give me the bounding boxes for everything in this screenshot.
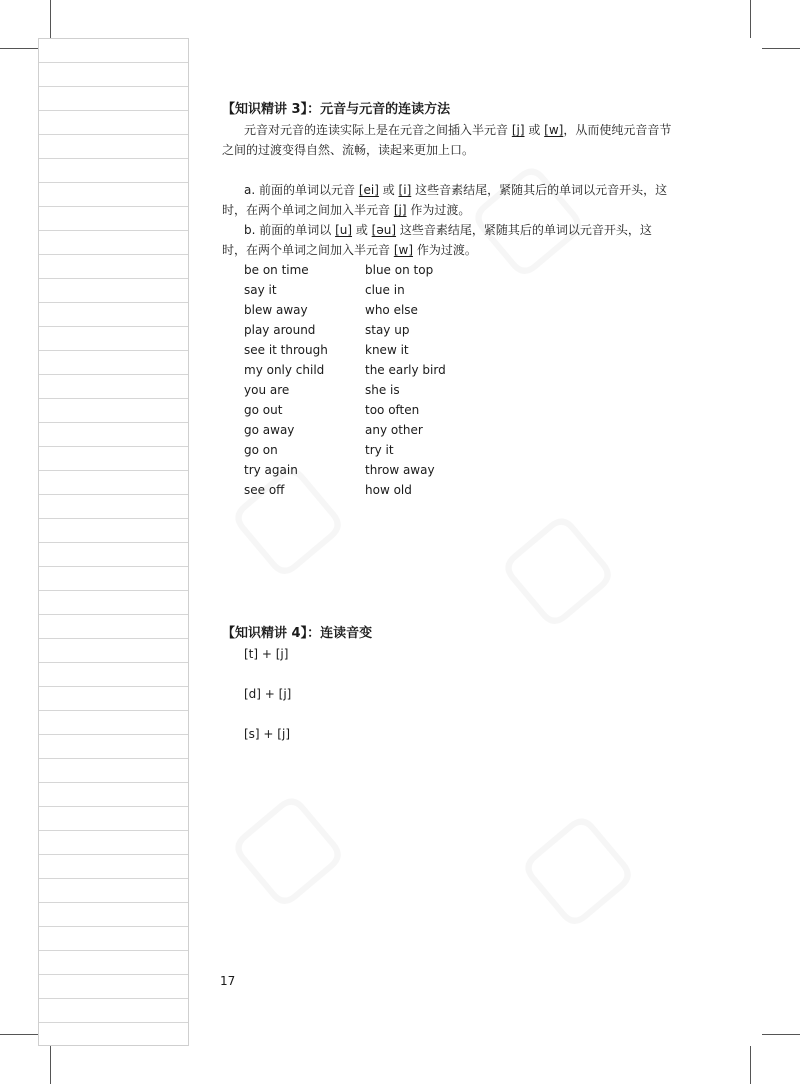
formula: [d] + [j]: [244, 687, 292, 701]
section-title: 【知识精讲 4】：连读音变: [222, 626, 373, 641]
page-number: 17: [220, 974, 236, 988]
crop-mark: [50, 1046, 51, 1084]
crop-mark: [750, 1046, 751, 1084]
rule-a-paragraph: a. 前面的单词以元音 [ei] 或 [i] 这些音素结尾，紧随其后的单词以元音开头，这时，在两个单词之间加入半元音 [j] 作为过渡。: [222, 183, 668, 217]
list-item: my only child the early bird: [244, 363, 446, 377]
crop-mark: [762, 1034, 800, 1035]
example-pairs: [244, 260, 672, 500]
list-item: go out too often: [244, 403, 420, 417]
list-item: you are she is: [244, 383, 400, 397]
list-item: blew away who else: [244, 303, 418, 317]
crop-mark: [762, 48, 800, 49]
watermark: [491, 782, 653, 947]
section-linking-sound-change: [222, 624, 672, 764]
formula: [t] + [j]: [244, 647, 289, 661]
list-item: see it through knew it: [244, 343, 409, 357]
crop-mark: [0, 48, 38, 49]
crop-mark: [50, 0, 51, 38]
watermark: [201, 762, 363, 927]
watermark: [471, 482, 633, 647]
list-item: say it clue in: [244, 283, 405, 297]
list-item: go away any other: [244, 423, 423, 437]
intro-paragraph: 元音对元音的连读实际上是在元音之间插入半元音 [j] 或 [w]，从而使纯元音音节之间的过渡变得自然、流畅，读起来更加上口。: [222, 123, 672, 157]
notes-column: [38, 38, 189, 1046]
rule-b-paragraph: b. 前面的单词以 [u] 或 [əu] 这些音素结尾，紧随其后的单词以元音开头，这时，在两个单词之间加入半元音 [w] 作为过渡。: [222, 223, 652, 257]
list-item: go on try it: [244, 443, 394, 457]
list-item: try again throw away: [244, 463, 435, 477]
section-title: 【知识精讲 3】：元音与元音的连读方法: [222, 102, 451, 117]
section-vowel-linking: [222, 100, 672, 500]
list-item: be on time blue on top: [244, 263, 434, 277]
list-item: see off how old: [244, 483, 412, 497]
list-item: play around stay up: [244, 323, 410, 337]
crop-mark: [0, 1034, 38, 1035]
formula: [s] + [j]: [244, 727, 290, 741]
crop-mark: [750, 0, 751, 38]
